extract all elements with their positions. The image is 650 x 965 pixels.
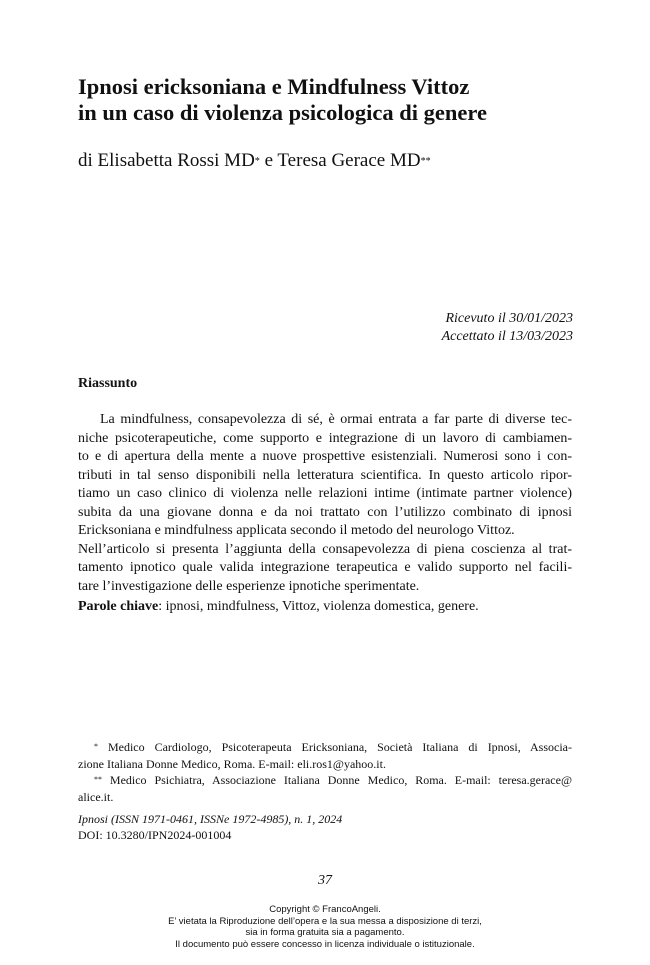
- title-line-2: in un caso di violenza psicologica di genere: [78, 100, 487, 125]
- copyright-notice: [0, 904, 650, 950]
- footnote-mark-2: **: [420, 156, 431, 167]
- doi: DOI: 10.3280/IPN2024-001004: [78, 828, 232, 842]
- abstract-line: tamento ipnotico quale valida integrazione terapeutica e valido supporto nel facili-: [78, 560, 572, 575]
- journal-citation: Ipnosi (ISSN 1971-0461, ISSNe 1972-4985), n. 1, 2024: [78, 812, 343, 826]
- footnote-2-text: Medico Psichiatra, Associazione Italiana Donne Medico, Roma. E-mail: teresa.gerace@: [102, 773, 572, 787]
- footnote-1-line-2: zione Italiana Donne Medico, Roma. E-mail: eli.ros1@yahoo.it.: [78, 756, 386, 771]
- copyright-line: Il documento può essere concesso in licenza individuale o istituzionale.: [175, 938, 475, 950]
- abstract-line: tiamo un caso clinico di violenza nelle relazioni intime (intimate partner violence): [78, 486, 572, 501]
- copyright-line: E’ vietata la Riproduzione dell’opera e la sua messa a disposizione di terzi,: [168, 915, 482, 927]
- abstract-line: Nell’articolo si presenta l’aggiunta della consapevolezza di piena coscienza al trat-: [78, 541, 572, 557]
- author-1: di Elisabetta Rossi MD: [78, 150, 255, 171]
- footnotes: [78, 739, 572, 805]
- journal-info: [78, 811, 342, 843]
- abstract-body: [78, 411, 572, 596]
- footnote-2-mark: **: [94, 775, 102, 784]
- copyright-line: Copyright © FrancoAngeli.: [269, 904, 381, 915]
- abstract-line: tare l’investigazione delle esperienze ipnotiche sperimentate.: [78, 578, 420, 594]
- abstract-line: tributi in tal senso disponibili nella letteratura scientifica. In questo articolo ripor-: [78, 467, 572, 483]
- submission-dates: [442, 310, 573, 346]
- accepted-date: Accettato il 13/03/2023: [441, 329, 573, 344]
- title-line-1: Ipnosi ericksoniana e Mindfulness Vittoz: [78, 74, 470, 99]
- article-title: [78, 74, 598, 126]
- abstract-line: subita da una giovane donna e da noi trattato con l’utilizzo combinato di ipnosi: [78, 504, 572, 520]
- abstract-heading: Riassunto: [78, 376, 138, 391]
- page-number: 37: [318, 873, 332, 888]
- abstract-line: to e di apertura della mente a nuove prospettive esistenziali. Numerosi sono i con-: [78, 449, 572, 464]
- abstract-line: Ericksoniana e mindfulness applicata secondo il metodo del neurologo Vittoz.: [78, 523, 515, 538]
- footnote-2-line-1: [78, 772, 572, 789]
- footnote-1-line-1: [78, 739, 572, 756]
- author-2: e Teresa Gerace MD: [259, 150, 421, 171]
- footnote-mark-1: *: [254, 156, 260, 167]
- keywords: [78, 599, 479, 615]
- keywords-label: Parole chiave: [78, 599, 159, 614]
- copyright-line: sia in forma gratuita sia a pagamento.: [245, 927, 405, 938]
- abstract-line: La mindfulness, consapevolezza di sé, è ormai entrata a far parte di diverse tec-: [100, 412, 572, 427]
- author-line: [78, 150, 431, 172]
- footnote-1-mark: *: [94, 742, 98, 751]
- footnote-1-text: Medico Cardiologo, Psicoterapeuta Ericksoniana, Società Italiana di Ipnosi, Associa-: [98, 740, 572, 754]
- received-date: Ricevuto il 30/01/2023: [445, 311, 573, 326]
- footnote-2-line-2: alice.it.: [78, 789, 114, 804]
- keywords-text: : ipnosi, mindfulness, Vittoz, violenza domestica, genere.: [158, 599, 479, 614]
- abstract-line: niche psicoterapeutiche, come supporto e integrazione di un lavoro di cambiamen-: [78, 430, 572, 446]
